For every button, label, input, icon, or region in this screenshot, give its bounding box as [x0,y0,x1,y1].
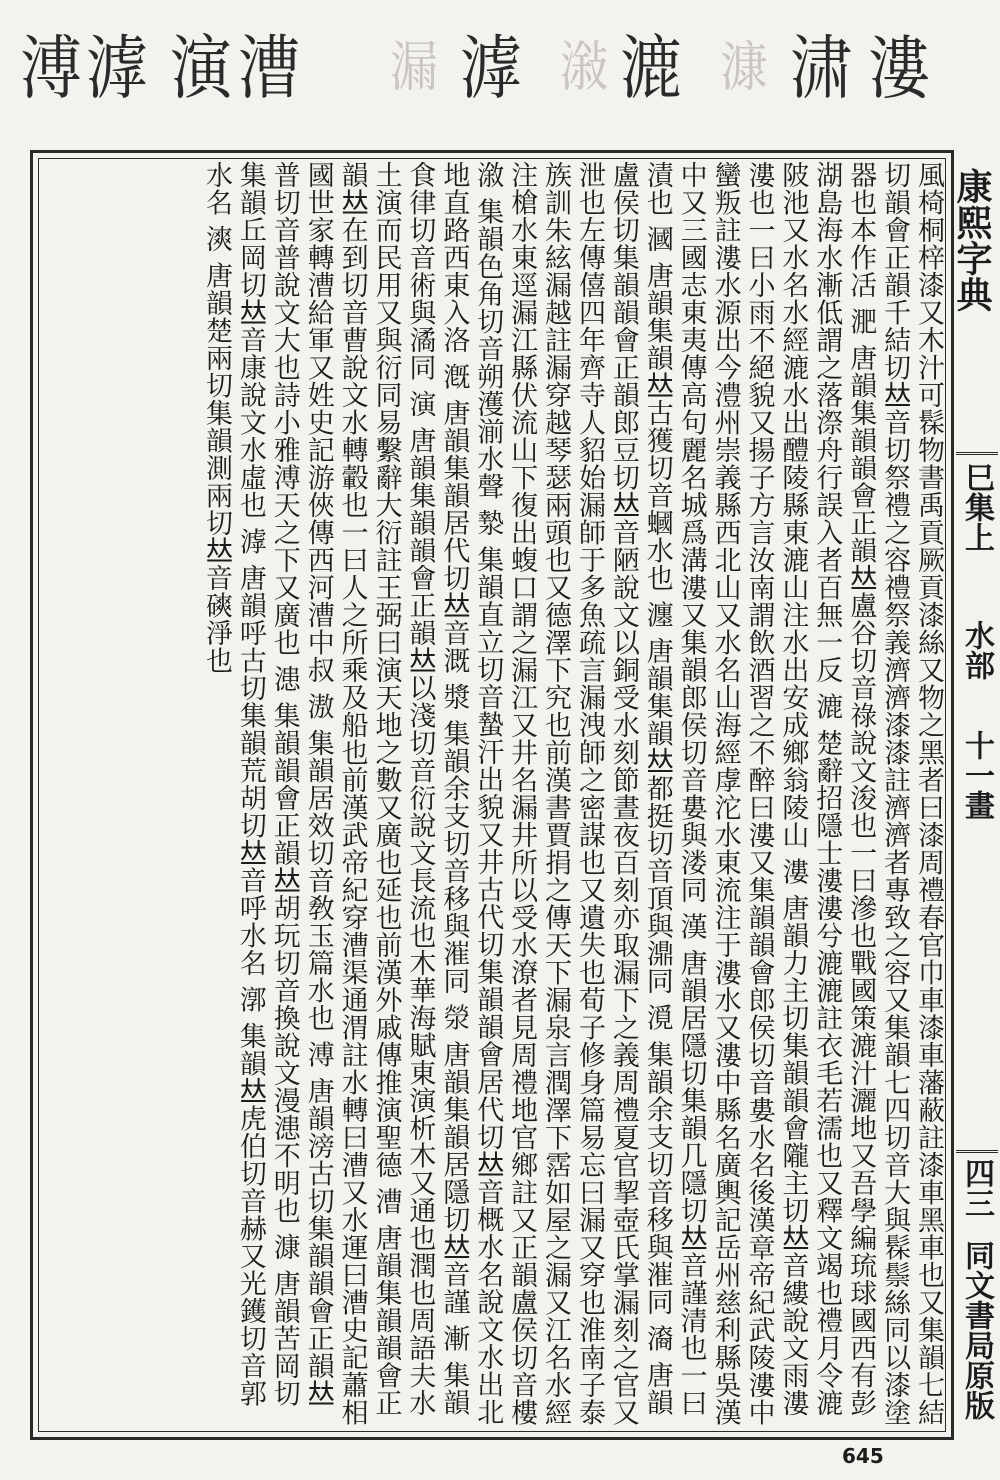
radical-section: 水部 [959,620,994,680]
margin-divider [956,1150,998,1153]
seal-char-faint: 漮 [720,35,771,99]
publisher-label: 同文書局原版 [959,1240,994,1420]
seal-char: 滹 [460,26,525,109]
seal-char: 漉 [620,26,685,109]
page-number: 645 [842,1444,884,1468]
seal-char: 演 [170,26,235,109]
margin-column [951,150,998,1440]
dictionary-entries: 風椅桐梓漆又木汁可髹物書禹貢厥貢漆絲又物之黑者曰漆周禮春官巾車漆車藩蔽註漆車黑車也又集韻七結切韻會正韻千結切𠀤音切祭禮之容禮祭義濟濟漆漆註濟濟者專致之容又集韻七四切音大與髹鬃絲同以漆塗器也本作㓉 淝 唐韻集韻韻會正韻𠀤盧谷切音祿說文浚也一曰滲也戰國策漉汁灑地又吾學編琉球國西有彭湖島海水漸低謂之落漈舟行誤入者百無一反 漉 楚辭招隱士漊漊兮漉漉註衣毛若濡也又釋文竭也禮月令漉陂池又水名水經漉水出醴陵縣東漉山注水出安成鄉翁陵山 漊 唐韻力主切集韻韻會隴主切𠀤音縷說文雨漊漊也一曰小雨不絕貌又揚子方言汝南謂飲酒習之不醉曰漊又集韻韻會郎侯切音婁水名後漢章帝紀武陵漊中蠻叛註漊水源出今澧州崇義縣西北山又水名山海經虖沱水東流注于漊水又漊中縣名廣輿記岳州慈利縣吳漢中又三國志東夷傳高句麗名城爲溝漊又集韻郎侯切音婁與溇同 漢 唐韻居隱切集韻几隱切𠀤音謹清也一曰漬也 漍 唐韻集韻𠀤古獲切音蟈水也 瀍 唐韻集韻𠀤都挺切音頂與濎同 漞 集韻余支切音移與漼同 㵝 唐韻盧侯切集韻韻會正韻郎豆切𠀤音陋說文以銅受水刻節晝夜百刻亦取漏下之義周禮夏官挈壺氏掌漏刻之官又泄也左傳僖四年齊寺人貂始漏師于多魚疏言漏洩師之密謀也又遺失也荀子修身篇易忘曰漏又穿也淮南子泰族訓朱絃漏越註漏穿越琴瑟兩頭也又德澤下究也前漢書賈捐之傳天下漏泉言潤澤下霑如屋之漏又江名水經注槍水東逕漏江縣伏流山下復出蝮口謂之漏江又井名漏井所以受水潦者見周禮地官鄉註又正韻盧侯切音樓 漵 集韻色角切音朔濩湔水聲 漐 集韻直立切音蟄汗出貌又井古代切集韻韻會居代切𠀤音概水名說文水出北地直路西東入洛 漑 唐韻集韻居代切𠀤音溉 漿 集韻余支切音移與漼同 滎 唐韻集韻居隱切𠀤音謹 漸 集韻食律切音術與潏同 演 唐韻集韻韻會正韻𠀤以淺切音衍說文長流也木華海賦東演析木又通也潤也周語夫水土演而民用又與衍同易繫辭大衍註王弼曰演天地之數又廣也延也前漢外戚傳推演聖德 漕 唐韻集韻韻會正韻𠀤在到切音曹說文水轉轂也一曰人之所乘及船也前漢武帝紀穿漕渠通渭註水轉曰漕又水運曰漕史記蕭相國世家轉漕給軍又姓史記游俠傳西河漕中叔 滶 集韻居效切音敎玉篇水也 溥 唐韻滂古切集韻韻會正韻𠀤普切音普說文大也詩小雅溥天之下又廣也 漶 集韻韻會正韻𠀤胡玩切音換說文漫漶不明也 漮 唐韻苦岡切集韻丘岡切𠀤音康說文水虛也 滹 唐韻呼古切集韻荒胡切𠀤音呼水名 漷 集韻𠀤虎伯切音赫又光鑊切音郭水名 漺 唐韻楚兩切集韻測兩切𠀤音磢淨也 [200,161,944,1426]
book-title: 康熙字典 [951,168,993,312]
stroke-count: 十一畫 [959,730,994,820]
seal-char: 溥 [20,26,85,109]
seal-char: 漊 [868,26,933,109]
volume-label: 巳集上 [959,462,994,552]
margin-divider [956,452,998,455]
seal-script-header [20,6,970,126]
seal-char: 滹 [86,26,151,109]
seal-char-faint: 潊 [560,35,611,99]
seal-char-faint: 漏 [390,35,441,99]
seal-char: 㴋 [790,26,855,109]
seal-char: 漕 [238,26,303,109]
page-label: 四三 [959,1158,994,1218]
text-frame [30,150,954,1440]
